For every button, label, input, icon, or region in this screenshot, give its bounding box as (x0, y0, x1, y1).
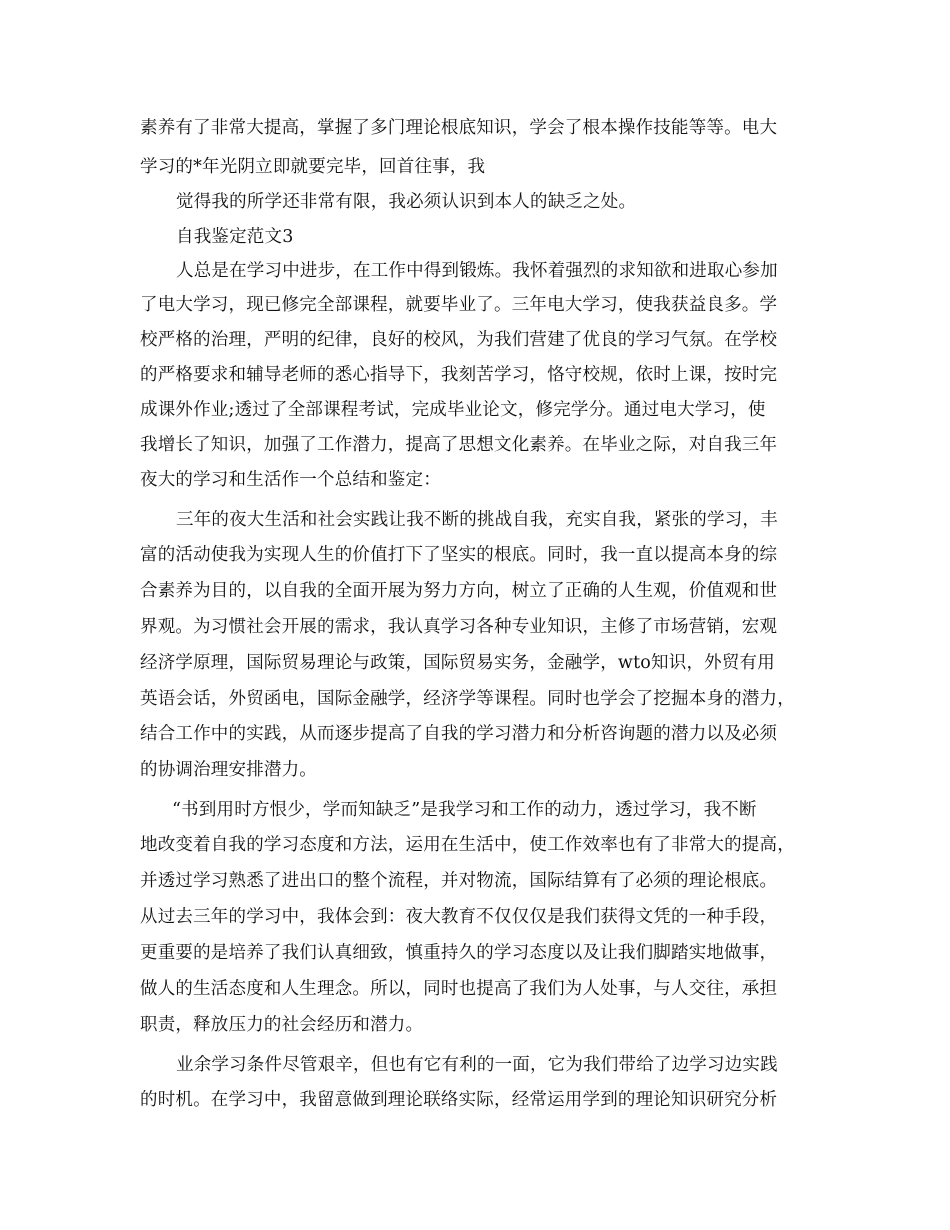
text-line: 地改变着自我的学习态度和方法，运用在生活中，使工作效率也有了非常大的提高， (140, 835, 795, 855)
text-line: 更重要的是培养了我们认真细致，慎重持久的学习态度以及让我们脚踏实地做事， (140, 943, 778, 963)
text-line: 的时机。在学习中，我留意做到理论联络实际，经常运用学到的理论知识研究分析 (140, 1090, 778, 1110)
text-line: 的协调治理安排潜力。 (140, 760, 317, 780)
text-line: 结合工作中的实践，从而逐步提高了自我的学习潜力和分析咨询题的潜力以及必须 (140, 724, 778, 744)
text-line: 职责，释放压力的社会经历和潜力。 (140, 1015, 424, 1035)
text-line: 校严格的治理，严明的纪律，良好的校风，为我们营建了优良的学习气氛。在学校 (140, 330, 778, 350)
text-line: 合素养为目的，以自我的全面开展为努力方向，树立了正确的人生观，价值观和世 (140, 581, 778, 601)
text-line: 了电大学习，现已修完全部课程，就要毕业了。三年电大学习，使我获益良多。学 (140, 295, 778, 315)
paragraph-first-line: 人总是在学习中进步，在工作中得到锻炼。我怀着强烈的求知欲和进取心参加 (176, 261, 778, 281)
text-line: 界观。为习惯社会开展的需求，我认真学习各种专业知识，主修了市场营销，宏观 (140, 617, 778, 637)
text-line: 经济学原理，国际贸易理论与政策，国际贸易实务，金融学，wto知识，外贸有用 (140, 653, 775, 673)
text-line: 从过去三年的学习中，我体会到：夜大教育不仅仅仅是我们获得文凭的一种手段， (140, 907, 778, 927)
paragraph-first-line: 三年的夜大生活和社会实践让我不断的挑战自我，充实自我，紧张的学习，丰 (176, 510, 778, 530)
paragraph-first-line: “书到用时方恨少，学而知缺乏”是我学习和工作的动力，透过学习，我不断 (172, 800, 757, 820)
text-line: 并透过学习熟悉了进出口的整个流程，并对物流，国际结算有了必须的理论根底。 (140, 871, 778, 891)
text-line: 成课外作业;透过了全部课程考试，完成毕业论文，修完学分。通过电大学习，使 (140, 400, 766, 420)
paragraph-first-line: 业余学习条件尽管艰辛，但也有它有利的一面，它为我们带给了边学习边实践 (176, 1055, 778, 1075)
text-line: 素养有了非常大提高，掌握了多门理论根底知识，学会了根本操作技能等等。电大 (140, 118, 778, 138)
text-line: 夜大的学习和生活作一个总结和鉴定： (140, 470, 441, 490)
text-line: 我增长了知识，加强了工作潜力，提高了思想文化素养。在毕业之际，对自我三年 (140, 435, 778, 455)
text-line: 做人的生活态度和人生理念。所以，同时也提高了我们为人处事，与人交往，承担 (140, 979, 778, 999)
text-line: 学习的*年光阴立即就要完毕，回首往事，我 (140, 157, 486, 177)
text-line: 英语会话，外贸函电，国际金融学，经济学等课程。同时也学会了挖掘本身的潜力， (140, 689, 795, 709)
text-line: 觉得我的所学还非常有限，我必须认识到本人的缺乏之处。 (176, 192, 637, 212)
section-heading: 自我鉴定范文3 (176, 227, 294, 247)
text-line: 的严格要求和辅导老师的悉心指导下，我刻苦学习，恪守校规，依时上课，按时完 (140, 365, 778, 385)
text-line: 富的活动使我为实现人生的价值打下了坚实的根底。同时，我一直以提高本身的综 (140, 545, 778, 565)
